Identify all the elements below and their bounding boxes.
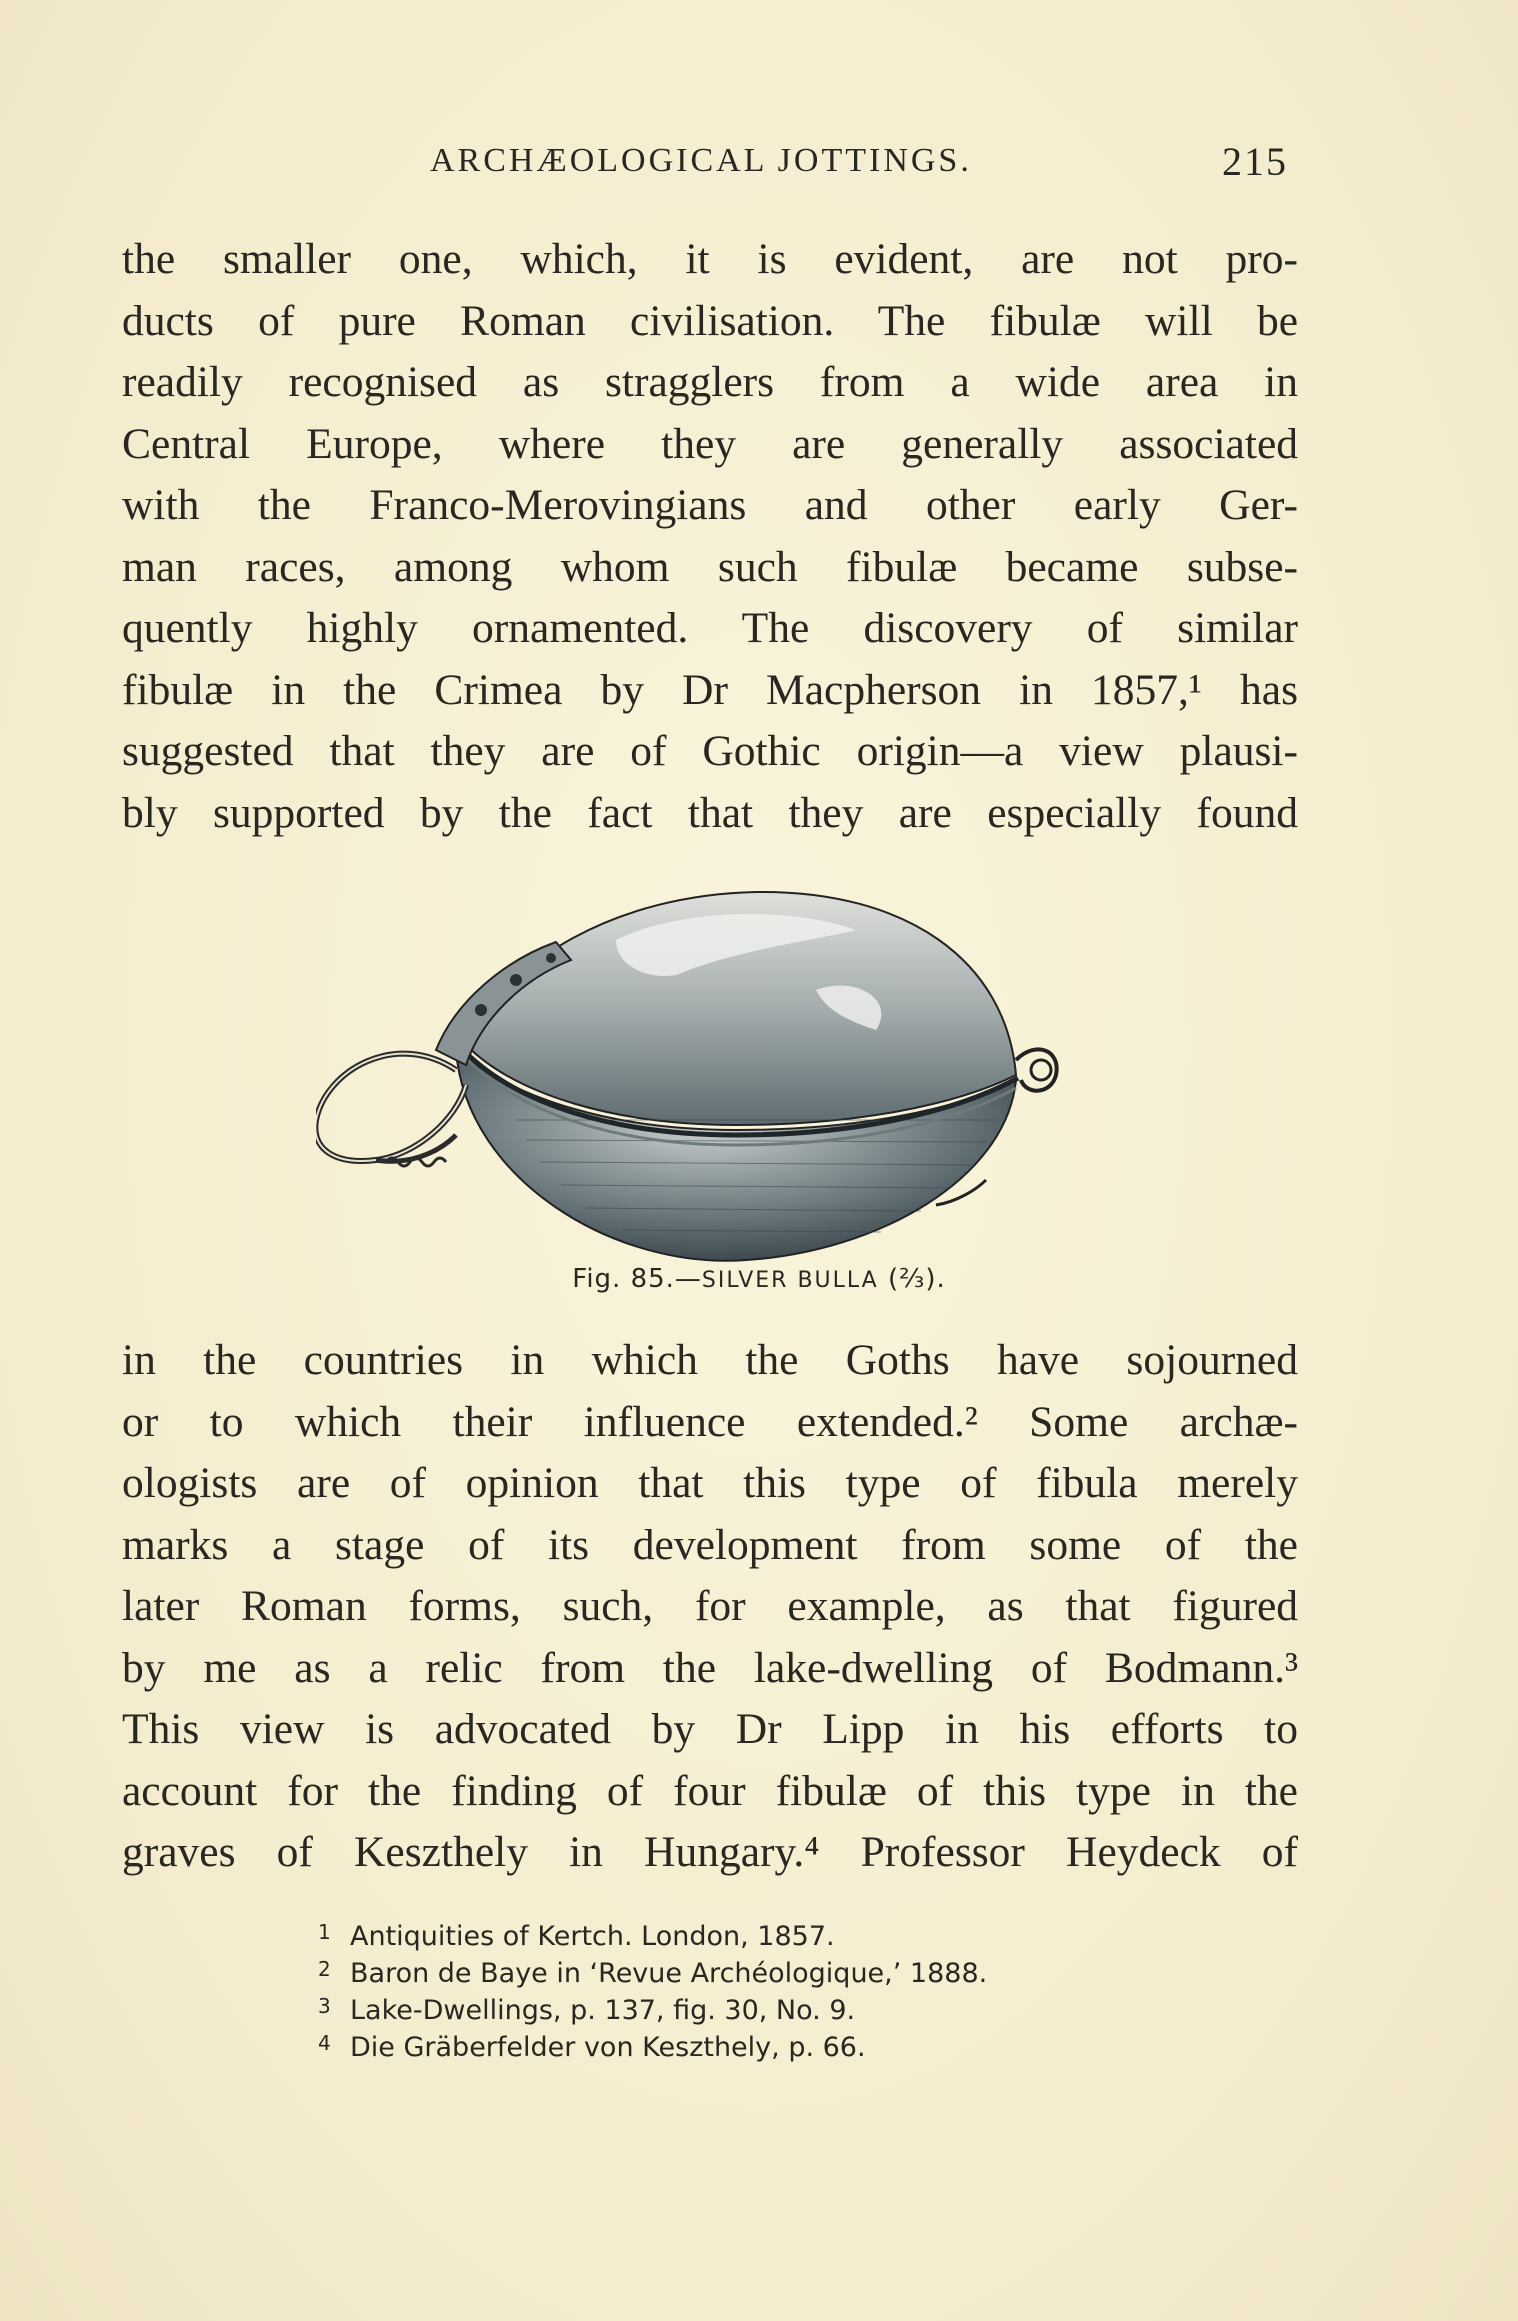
footnotes xyxy=(318,1914,1218,2062)
text-line: suggested that they are of Gothic origin—a view plausi- xyxy=(122,727,1298,775)
footnote-marker: 4 xyxy=(318,2031,331,2055)
silver-bulla-illustration xyxy=(316,880,1126,1280)
figure-caption xyxy=(0,1264,1518,1294)
text-line: or to which their influence extended.² Some archæ- xyxy=(122,1397,1298,1446)
text-line: bly supported by the fact that they are especially found xyxy=(122,788,1298,837)
footnote-marker: 1 xyxy=(318,1920,331,1944)
text-line: by me as a relic from the lake-dwelling of Bodmann.³ xyxy=(122,1643,1298,1692)
footnote xyxy=(318,1914,1218,1951)
text-line: in the countries in which the Goths have sojourned xyxy=(122,1336,1298,1384)
footnote xyxy=(318,1988,1218,2025)
text-line: account for the finding of four fibulæ of this type in the xyxy=(122,1766,1298,1815)
text-line: This view is advocated by Dr Lipp in his efforts to xyxy=(122,1705,1298,1753)
text-line: ducts of pure Roman civilisation. The fibulæ will be xyxy=(122,296,1298,345)
figure-number: Fig. 85.— xyxy=(572,1264,702,1294)
footnote-text: Baron de Baye in ‘Revue Archéologique,’ 1888. xyxy=(350,1958,988,1989)
page-number: 215 xyxy=(1222,139,1288,184)
text-line: graves of Keszthely in Hungary.⁴ Professor Heydeck of xyxy=(122,1828,1298,1876)
footnote xyxy=(318,1951,1218,1988)
text-line: with the Franco-Merovingians and other early Ger- xyxy=(122,481,1298,529)
text-line: fibulæ in the Crimea by Dr Macpherson in 1857,¹ has xyxy=(122,665,1298,714)
text-line: ologists are of opinion that this type of fibula merely xyxy=(122,1459,1298,1507)
text-line: marks a stage of its development from some of the xyxy=(122,1520,1298,1569)
text-line: Central Europe, where they are generally associated xyxy=(122,419,1298,468)
footnote-text: Antiquities of Kertch. London, 1857. xyxy=(350,1921,835,1952)
running-head xyxy=(124,138,1296,188)
footnote xyxy=(318,2025,1218,2062)
text-line: the smaller one, which, it is evident, are not pro- xyxy=(122,235,1298,283)
running-title: ARCHÆOLOGICAL JOTTINGS. xyxy=(430,142,972,179)
footnote-text: Lake-Dwellings, p. 137, fig. 30, No. 9. xyxy=(350,1995,856,2026)
footnote-text: Die Gräberfelder von Keszthely, p. 66. xyxy=(350,2032,866,2063)
figure-title: SILVER BULLA xyxy=(701,1268,879,1293)
text-line: readily recognised as stragglers from a wide area in xyxy=(122,358,1298,406)
text-line: man races, among whom such fibulæ became subse- xyxy=(122,542,1298,591)
text-line: quently highly ornamented. The discovery of similar xyxy=(122,604,1298,652)
paragraph-after-figure xyxy=(122,1330,1298,1884)
text-line: later Roman forms, such, for example, as that figured xyxy=(122,1582,1298,1630)
footnote-marker: 3 xyxy=(318,1994,331,2018)
figure-scale: (⅔). xyxy=(887,1264,946,1294)
footnote-marker: 2 xyxy=(318,1957,331,1981)
paragraph-before-figure xyxy=(122,229,1298,844)
